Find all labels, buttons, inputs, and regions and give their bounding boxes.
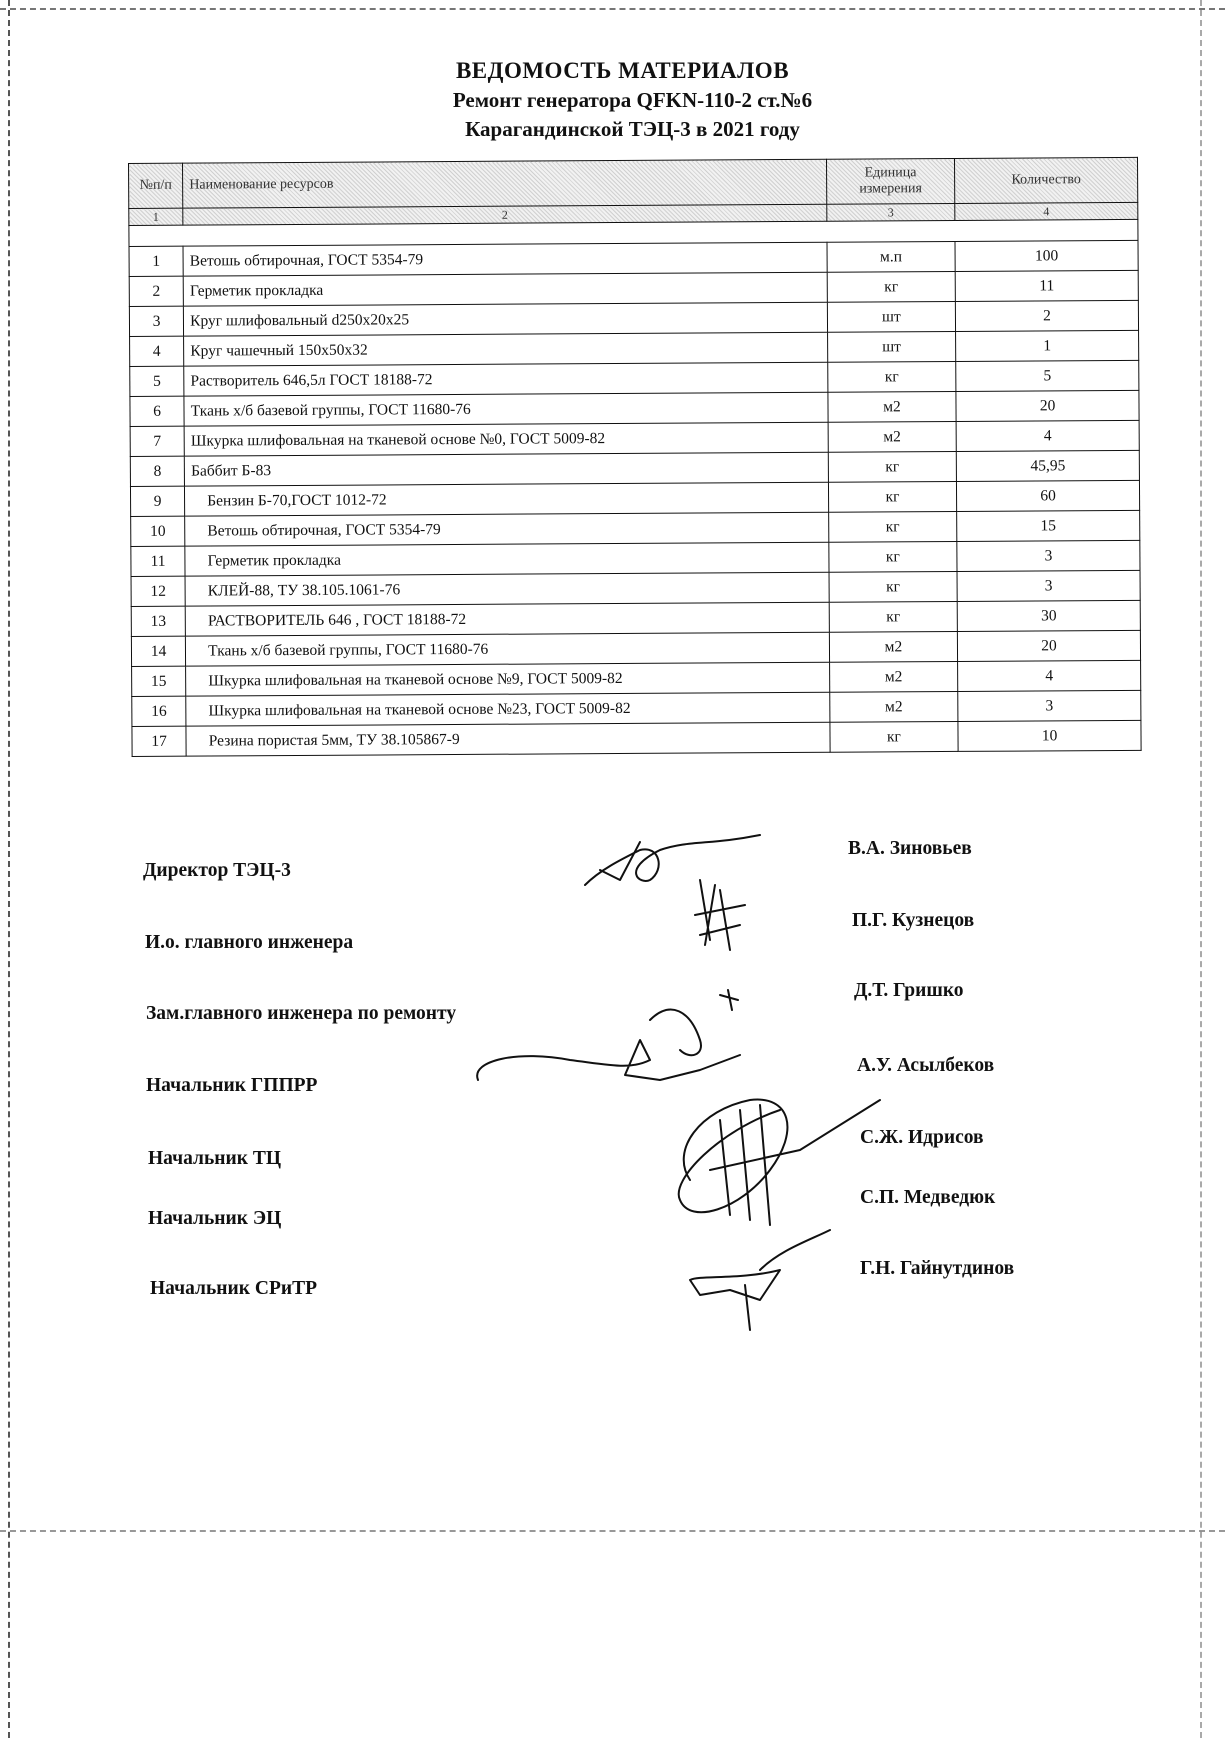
index-cell: 2 bbox=[183, 204, 827, 225]
signatory-name: Д.Т. Гришко bbox=[854, 980, 964, 1001]
row-number-cell: 4 bbox=[130, 336, 184, 366]
row-quantity-cell: 30 bbox=[957, 600, 1140, 631]
signatory-name: С.Ж. Идрисов bbox=[860, 1127, 984, 1148]
header-quantity: Количество bbox=[955, 157, 1138, 203]
row-number-cell: 17 bbox=[132, 726, 186, 756]
row-number-cell: 11 bbox=[131, 546, 185, 576]
row-unit-cell: кг bbox=[830, 721, 958, 752]
row-quantity-cell: 3 bbox=[957, 540, 1140, 571]
row-name-cell: Ветошь обтирочная, ГОСТ 5354-79 bbox=[183, 242, 827, 276]
row-unit-cell: м2 bbox=[828, 421, 956, 452]
index-cell: 1 bbox=[129, 208, 183, 225]
row-number-cell: 5 bbox=[130, 366, 184, 396]
row-quantity-cell: 3 bbox=[957, 570, 1140, 601]
row-number-cell: 10 bbox=[131, 516, 185, 546]
index-cell: 3 bbox=[827, 203, 955, 221]
row-quantity-cell: 45,95 bbox=[956, 450, 1139, 481]
row-unit-cell: кг bbox=[828, 451, 956, 482]
row-unit-cell: м2 bbox=[828, 391, 956, 422]
row-number-cell: 8 bbox=[130, 456, 184, 486]
row-quantity-cell: 4 bbox=[956, 420, 1139, 451]
document-subtitle-2: Карагандинской ТЭЦ-3 в 2021 году bbox=[465, 117, 800, 141]
header-unit: Единица измерения bbox=[826, 158, 955, 204]
row-name-cell: Герметик прокладка bbox=[185, 542, 829, 576]
row-name-cell: КЛЕЙ-88, ТУ 38.105.1061-76 bbox=[185, 572, 829, 606]
signatory-role: Зам.главного инженера по ремонту bbox=[146, 1003, 457, 1024]
document-subtitle-1: Ремонт генератора QFKN-110-2 ст.№6 bbox=[452, 88, 813, 112]
row-name-cell: Шкурка шлифовальная на тканевой основе №0, ГОСТ 5009-82 bbox=[184, 422, 828, 456]
row-unit-cell: кг bbox=[828, 481, 956, 512]
row-number-cell: 2 bbox=[129, 276, 183, 306]
row-unit-cell: шт bbox=[827, 331, 955, 362]
row-unit-cell: кг bbox=[828, 361, 956, 392]
row-unit-cell: кг bbox=[829, 571, 957, 602]
row-unit-cell: шт bbox=[827, 301, 955, 332]
row-number-cell: 1 bbox=[129, 246, 183, 276]
row-number-cell: 6 bbox=[130, 396, 184, 426]
row-unit-cell: кг bbox=[828, 511, 956, 542]
row-number-cell: 7 bbox=[130, 426, 184, 456]
row-quantity-cell: 1 bbox=[956, 330, 1139, 361]
row-name-cell: Ткань х/б базевой группы, ГОСТ 11680-76 bbox=[186, 632, 830, 666]
row-quantity-cell: 15 bbox=[957, 510, 1140, 541]
signatory-role: Начальник ГППРР bbox=[146, 1075, 318, 1096]
row-unit-cell: м2 bbox=[829, 631, 957, 662]
row-name-cell: Герметик прокладка bbox=[183, 272, 827, 306]
row-quantity-cell: 4 bbox=[958, 660, 1141, 691]
row-name-cell: Шкурка шлифовальная на тканевой основе №9, ГОСТ 5009-82 bbox=[186, 662, 830, 696]
row-unit-cell: кг bbox=[829, 601, 957, 632]
row-number-cell: 16 bbox=[132, 696, 186, 726]
signatory-name: В.А. Зиновьев bbox=[848, 838, 972, 859]
row-number-cell: 15 bbox=[132, 666, 186, 696]
row-name-cell: Растворитель 646,5л ГОСТ 18188-72 bbox=[184, 362, 828, 396]
row-name-cell: Ткань х/б базевой группы, ГОСТ 11680-76 bbox=[184, 392, 828, 426]
signatory-name: П.Г. Кузнецов bbox=[852, 910, 975, 931]
row-name-cell: Резина пористая 5мм, ТУ 38.105867-9 bbox=[186, 722, 830, 756]
row-unit-cell: м.п bbox=[827, 241, 955, 272]
row-name-cell: Ветошь обтирочная, ГОСТ 5354-79 bbox=[185, 512, 829, 546]
row-number-cell: 14 bbox=[131, 636, 185, 666]
signatory-role: Начальник СРиТР bbox=[150, 1278, 318, 1299]
header-name: Наименование ресурсов bbox=[183, 159, 827, 208]
row-name-cell: Бензин Б-70,ГОСТ 1012-72 bbox=[185, 482, 829, 516]
signatory-role: Начальник ЭЦ bbox=[148, 1208, 282, 1229]
header-number: №п/п bbox=[129, 163, 183, 208]
row-unit-cell: м2 bbox=[830, 691, 958, 722]
row-name-cell: Шкурка шлифовальная на тканевой основе №23, ГОСТ 5009-82 bbox=[186, 692, 830, 726]
document-title: ВЕДОМОСТЬ МАТЕРИАЛОВ bbox=[455, 58, 790, 83]
row-quantity-cell: 60 bbox=[957, 480, 1140, 511]
row-quantity-cell: 100 bbox=[955, 240, 1138, 271]
row-quantity-cell: 3 bbox=[958, 690, 1141, 721]
row-name-cell: Круг шлифовальный d250x20x25 bbox=[184, 302, 828, 336]
row-quantity-cell: 20 bbox=[956, 390, 1139, 421]
signatory-name: С.П. Медведюк bbox=[860, 1187, 996, 1208]
signatory-name: А.У. Асылбеков bbox=[857, 1055, 995, 1076]
signatory-name: Г.Н. Гайнутдинов bbox=[860, 1258, 1015, 1279]
row-name-cell: Баббит Б-83 bbox=[184, 452, 828, 486]
row-number-cell: 12 bbox=[131, 576, 185, 606]
row-quantity-cell: 10 bbox=[958, 720, 1141, 751]
row-number-cell: 13 bbox=[131, 606, 185, 636]
row-number-cell: 3 bbox=[129, 306, 183, 336]
row-quantity-cell: 11 bbox=[955, 270, 1138, 301]
signatory-role: И.о. главного инженера bbox=[145, 932, 354, 953]
row-unit-cell: кг bbox=[827, 271, 955, 302]
row-quantity-cell: 2 bbox=[955, 300, 1138, 331]
row-unit-cell: кг bbox=[829, 541, 957, 572]
row-unit-cell: м2 bbox=[829, 661, 957, 692]
row-quantity-cell: 20 bbox=[957, 630, 1140, 661]
signatory-role: Начальник ТЦ bbox=[148, 1148, 282, 1169]
signatory-role: Директор ТЭЦ-3 bbox=[143, 860, 291, 881]
row-number-cell: 9 bbox=[130, 486, 184, 516]
row-quantity-cell: 5 bbox=[956, 360, 1139, 391]
row-name-cell: Круг чашечный 150x50x32 bbox=[184, 332, 828, 366]
index-cell: 4 bbox=[955, 202, 1138, 220]
row-name-cell: РАСТВОРИТЕЛЬ 646 , ГОСТ 18188-72 bbox=[185, 602, 829, 636]
